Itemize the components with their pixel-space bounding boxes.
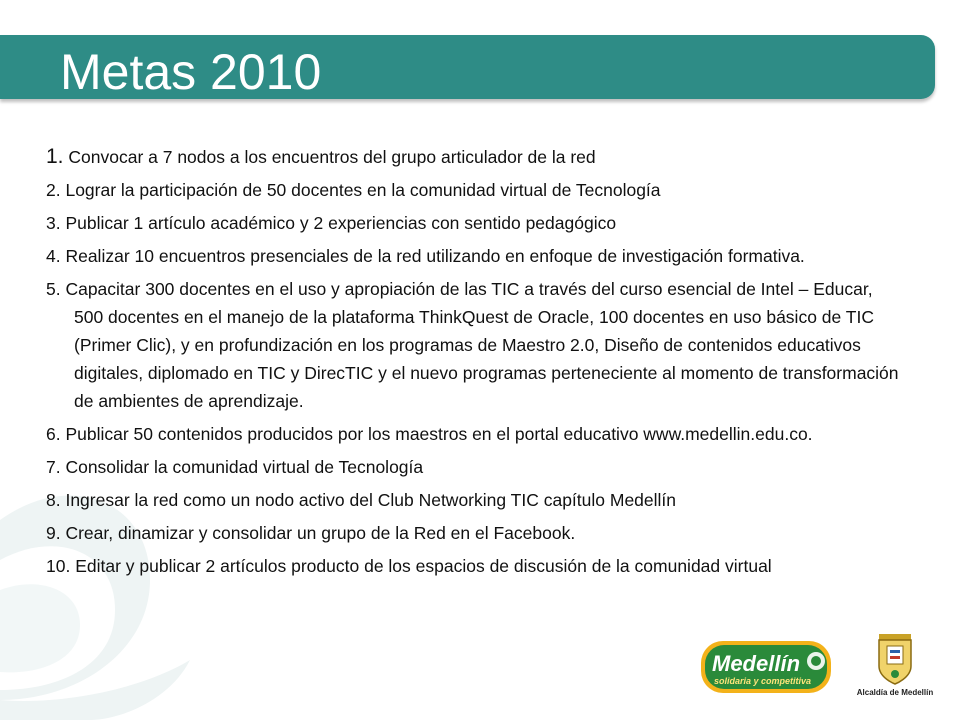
slide-title: Metas 2010: [60, 44, 322, 100]
alcaldia-logo: [855, 632, 935, 702]
goal-item-9: 9. Crear, dinamizar y consolidar un grupo de la Red en el Facebook.: [46, 523, 576, 543]
medellin-logo-tagline: solidaria y competitiva: [714, 676, 812, 686]
goal-item-8: 8. Ingresar la red como un nodo activo del Club Networking TIC capítulo Medellín: [46, 490, 677, 510]
goal-item-1-number: 1.: [46, 145, 64, 168]
alcaldia-label: Alcaldía de Medellín: [856, 688, 934, 697]
goal-item-4: 4. Realizar 10 encuentros presenciales de la red utilizando en enfoque de investigación formativa.: [46, 246, 805, 266]
goals-list: [46, 143, 906, 585]
goal-item-7: 7. Consolidar la comunidad virtual de Tecnología: [46, 457, 424, 477]
goal-item-5: 5. Capacitar 300 docentes en el uso y apropiación de las TIC a través del curso esencial de Intel – Educar, 500 docentes en el manejo de la plataforma ThinkQuest de Oracle, 100 docentes en uso básico de TIC (Primer Clic), y en profundización en los programas de Maestro 2.0, Diseño de contenidos educativos digitales, diplomado en TIC y DirecTIC y el nuevo programas perteneciente al momento de transformación de ambientes de aprendizaje.: [46, 279, 899, 411]
goal-item-2: 2. Lograr la participación de 50 docentes en la comunidad virtual de Tecnología: [46, 180, 661, 200]
goal-item-6: 6. Publicar 50 contenidos producidos por los maestros en el portal educativo www.medellin.edu.co.: [46, 424, 813, 444]
goal-item-1: [46, 143, 906, 171]
goal-item-10: 10. Editar y publicar 2 artículos producto de los espacios de discusión de la comunidad virtual: [46, 556, 772, 576]
medellin-logo-wordmark: Medellín: [712, 651, 801, 676]
medellin-logo: [700, 637, 835, 697]
alcaldia-seal-icon: [875, 632, 915, 686]
goal-item-3: 3. Publicar 1 artículo académico y 2 experiencias con sentido pedagógico: [46, 213, 617, 233]
goal-item-1-text: Convocar a 7 nodos a los encuentros del grupo articulador de la red: [63, 147, 596, 167]
